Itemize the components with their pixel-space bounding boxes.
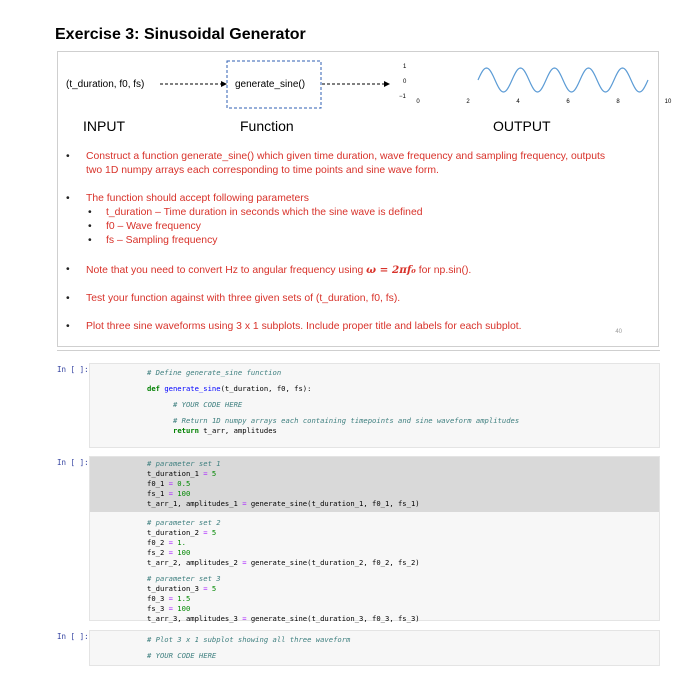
function-label: Function xyxy=(240,118,294,134)
y-tick-neg1: −1 xyxy=(399,94,406,100)
output-label: OUTPUT xyxy=(493,118,551,134)
x-tick-label: 4 xyxy=(516,99,520,105)
input-label: INPUT xyxy=(83,118,125,134)
y-tick-0: 0 xyxy=(403,79,407,85)
x-tick-label: 6 xyxy=(566,99,570,105)
io-diagram xyxy=(58,52,672,162)
param-f0: f0 – Wave frequency xyxy=(106,221,201,232)
cell-prompt: In [ ]: xyxy=(57,365,89,374)
notebook-divider xyxy=(57,350,660,351)
x-tick-label: 2 xyxy=(466,99,470,105)
cell-2-editor[interactable]: # parameter set 1 t_duration_1 = 5 f0_1 = 0.5 fs_1 = 100 t_arr_1, amplitudes_1 = generate_sine(t_duration_1, f0_1, fs_1) # parameter set 2 t_duration_2 = 5 f0_2 = 1. fs_2 = 100 t_arr_2, amplitudes_2 = generate_sine(t_duration_2, f0_2, fs_2) # parameter set 3 t_duration_3 = 5 f0_3 = 1.5 fs_3 = 100 t_arr_3, amplitudes_3 = generate_sine(t_duration_3, f0_3, fs_3) xyxy=(89,456,660,621)
selected-code-block: # parameter set 1 t_duration_1 = 5 f0_1 = 0.5 fs_1 = 100 t_arr_1, amplitudes_1 = generate_sine(t_duration_1, f0_1, fs_1) xyxy=(90,457,659,512)
x-tick-label: 10 xyxy=(664,99,672,105)
arrow-output-head xyxy=(384,81,390,87)
param-fs: fs – Sampling frequency xyxy=(106,235,218,246)
x-ticks xyxy=(416,99,672,105)
x-tick-label: 0 xyxy=(416,99,420,105)
cell-3-editor[interactable]: # Plot 3 x 1 subplot showing all three waveform # YOUR CODE HERE xyxy=(89,630,660,666)
exercise-slide: (t_duration, f0, fs) generate_sine() 1 0 −1 0 2 4 6 8 10 INPUT Function OUTPUT • Construct a function generate_sine() which given time duration, wave frequency and sampling frequency, outputs two 1D numpy arrays each corresponding to time points and sine wave form. • The function should accept following parameters • t_duration – Time duration in seconds which the sine wave is defined • f0 – Wave frequency • fs – Sampling frequency • Note that you need to convert Hz to angular frequency using ω = 2πf₀ for np.sin(). • Test your function against with three given sets of (t_duration, f0, fs). • Plot three sine waveforms using 3 x 1 subplots. Include proper title and labels for each subplot. 40 xyxy=(57,51,659,347)
slide-page-number: 40 xyxy=(615,329,622,335)
input-text: (t_duration, f0, fs) xyxy=(66,79,145,90)
arrow-input-head xyxy=(221,81,227,87)
param-t-duration: t_duration – Time duration in seconds which the sine wave is defined xyxy=(106,207,423,218)
sine-wave xyxy=(478,68,648,92)
cell-1-editor[interactable]: # Define generate_sine function def generate_sine(t_duration, f0, fs): # YOUR CODE HERE # Return 1D numpy arrays each containing timepoints and sine waveform amplitudes return t_arr, amplitudes xyxy=(89,363,660,448)
angular-frequency-formula: ω = 2πf₀ xyxy=(366,264,416,276)
y-tick-1: 1 xyxy=(403,64,407,70)
page-title: Exercise 3: Sinusoidal Generator xyxy=(55,26,306,43)
function-text: generate_sine() xyxy=(235,79,306,90)
x-tick-label: 8 xyxy=(616,99,620,105)
cell-prompt: In [ ]: xyxy=(57,632,89,641)
cell-prompt: In [ ]: xyxy=(57,458,89,467)
